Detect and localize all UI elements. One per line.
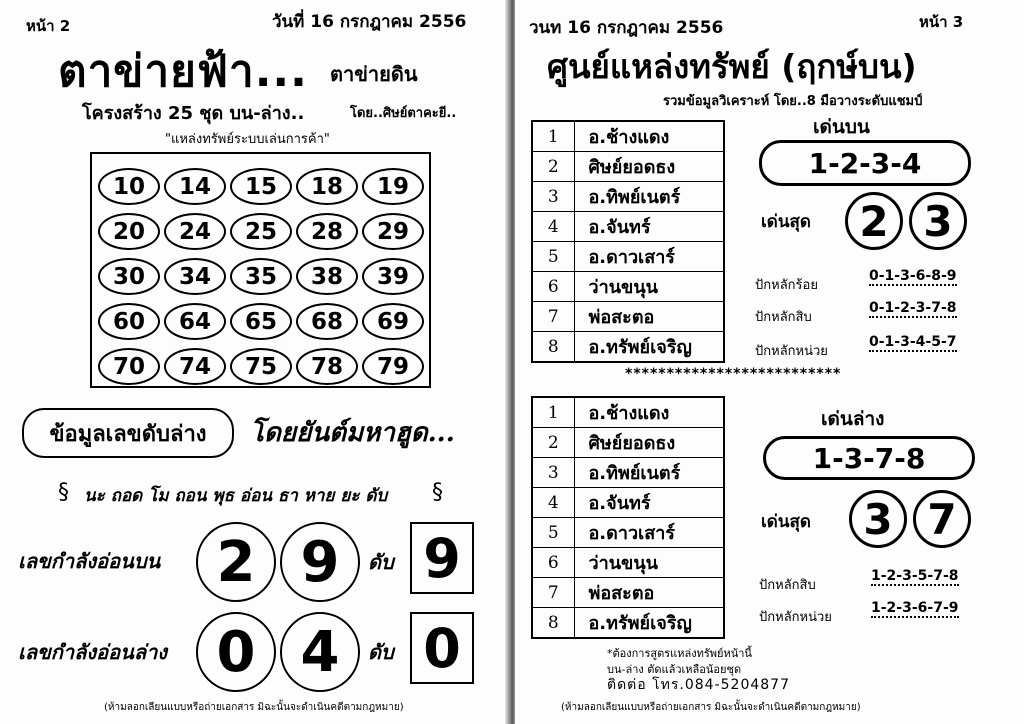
number-cell: 18 [296, 168, 358, 205]
lower-digit-2: 4 [280, 612, 360, 692]
row-number: 8 [532, 608, 574, 639]
table-row [532, 397, 724, 428]
subtitle: โครงสร้าง 25 ชุด บน-ล่าง.. [82, 103, 305, 124]
expert-name: พ่อสะตอ [574, 302, 724, 332]
number-cell: 20 [98, 213, 160, 250]
row-number: 2 [532, 152, 574, 182]
number-cell: 70 [98, 348, 160, 385]
row-number: 4 [532, 488, 574, 518]
number-cell: 35 [230, 258, 292, 295]
upper-digit-1: 2 [196, 522, 276, 602]
number-cell: 60 [98, 303, 160, 340]
table-row [532, 488, 724, 518]
upper-heading: เด่นบน [813, 116, 870, 138]
expert-table-top [531, 120, 725, 363]
upper-sequence: 1-2-3-4 [759, 140, 971, 186]
table-row [532, 212, 724, 242]
upper-best-2: 3 [909, 192, 967, 250]
upper-row-2-label: ปักหลักสิบ [755, 310, 812, 325]
lower-dab-box: 0 [410, 612, 474, 684]
row-number: 5 [532, 518, 574, 548]
page-title: ตาข่ายฟ้า... [58, 46, 308, 97]
row-number: 3 [532, 182, 574, 212]
lower-row-1-label: ปักหลักสิบ [759, 578, 816, 593]
lower-best-1: 3 [849, 490, 907, 548]
upper-best-label: เด่นสุด [761, 212, 811, 232]
page-title: ศูนย์แหล่งทรัพย์ (ฤกษ์บน) [547, 47, 917, 86]
left-footer: (ห้ามลอกเลียนแบบหรือถ่ายเอกสาร มิฉะนั้นจะดำเนินคดีตามกฎหมาย) [104, 702, 404, 713]
expert-name: อ.จันทร์ [574, 488, 724, 518]
table-row [532, 121, 724, 152]
number-cell: 34 [164, 258, 226, 295]
expert-name: อ.ช้างแดง [574, 121, 724, 152]
row-number: 8 [532, 332, 574, 363]
table-row [532, 428, 724, 458]
lower-row-2-label: ปักหลักหน่วย [759, 610, 832, 625]
row-number: 3 [532, 458, 574, 488]
expert-name: อ.ดาวเสาร์ [574, 518, 724, 548]
table-row [532, 332, 724, 363]
upper-digit-2: 9 [280, 522, 360, 602]
right-footer: (ห้ามลอกเลียนแบบหรือถ่ายเอกสาร มิฉะนั้นจะดำเนินคดีตามกฎหมาย) [561, 702, 861, 713]
number-cell: 64 [164, 303, 226, 340]
lower-row-1-value: 1-2-3-5-7-8 [871, 568, 959, 584]
table-row [532, 182, 724, 212]
expert-name: อ.จันทร์ [574, 212, 724, 242]
row-number: 5 [532, 242, 574, 272]
expert-name: ว่านขนุน [574, 272, 724, 302]
swirl-left-icon: § [58, 480, 69, 505]
upper-best-1: 2 [845, 192, 903, 250]
lower-digit-1: 0 [196, 612, 276, 692]
upper-row-1-value: 0-1-3-6-8-9 [869, 268, 957, 284]
expert-name: พ่อสะตอ [574, 578, 724, 608]
info-pill: ข้อมูลเลขดับล่าง [22, 408, 234, 458]
lower-row-2-value: 1-2-3-6-7-9 [871, 600, 959, 616]
day-line: นะ ถอด โม ถอน พุธ อ่อน ธา หาย ยะ ดับ [84, 486, 388, 506]
number-cell: 78 [296, 348, 358, 385]
number-cell: 14 [164, 168, 226, 205]
row-number: 1 [532, 121, 574, 152]
table-row [532, 608, 724, 639]
number-cell: 69 [362, 303, 424, 340]
number-cell: 75 [230, 348, 292, 385]
notice-2: บน-ล่าง ตัดแล้วเหลือน้อยชุด [607, 663, 742, 676]
table-row [532, 458, 724, 488]
upper-row-3-label: ปักหลักหน่วย [755, 344, 828, 359]
swirl-right-icon: § [432, 480, 443, 505]
upper-row-1-label: ปักหลักร้อย [755, 278, 818, 293]
row-number: 1 [532, 397, 574, 428]
row-number: 6 [532, 272, 574, 302]
upper-row-2-value: 0-1-2-3-7-8 [869, 300, 957, 316]
number-cell: 65 [230, 303, 292, 340]
number-cell: 74 [164, 348, 226, 385]
number-cell: 15 [230, 168, 292, 205]
lower-label: เลขกำลังอ่อนล่าง [18, 640, 168, 664]
number-cell: 19 [362, 168, 424, 205]
number-cell: 30 [98, 258, 160, 295]
expert-name: อ.ทรัพย์เจริญ [574, 332, 724, 363]
expert-name: ศิษย์ยอดธง [574, 428, 724, 458]
number-grid [90, 152, 431, 388]
separator: ************************** [625, 366, 842, 382]
expert-name: ศิษย์ยอดธง [574, 152, 724, 182]
upper-dab-label: ดับ [368, 550, 394, 574]
number-cell: 29 [362, 213, 424, 250]
number-cell: 28 [296, 213, 358, 250]
expert-name: อ.ดาวเสาร์ [574, 242, 724, 272]
lower-heading: เด่นล่าง [821, 408, 885, 430]
row-number: 7 [532, 578, 574, 608]
number-cell: 39 [362, 258, 424, 295]
upper-label: เลขกำลังอ่อนบน [18, 549, 161, 573]
number-cell: 25 [230, 213, 292, 250]
issue-date: วนท 16 กรกฎาคม 2556 [529, 18, 724, 38]
page-number: หน้า 2 [26, 17, 71, 35]
title-suffix: ตาข่ายดิน [330, 62, 418, 86]
lower-best-label: เด่นสุด [761, 512, 811, 532]
byline: รวมข้อมูลวิเคราะห์ โดย..8 มือวางระดับแชมป์ [663, 94, 923, 109]
table-row [532, 242, 724, 272]
issue-date: วันที่ 16 กรกฎาคม 2556 [272, 12, 467, 32]
number-cell: 24 [164, 213, 226, 250]
row-number: 2 [532, 428, 574, 458]
lower-sequence: 1-3-7-8 [763, 436, 975, 480]
expert-table-bottom [531, 396, 725, 639]
row-number: 6 [532, 548, 574, 578]
table-row [532, 302, 724, 332]
expert-name: อ.ทิพย์เนตร์ [574, 458, 724, 488]
upper-dab-box: 9 [410, 522, 474, 594]
notice-1: *ต้องการสูตรแหล่งทรัพย์หน้านี้ [607, 647, 752, 660]
table-row [532, 548, 724, 578]
expert-name: อ.ทิพย์เนตร์ [574, 182, 724, 212]
expert-name: อ.ช้างแดง [574, 397, 724, 428]
lower-best-2: 7 [913, 490, 971, 548]
number-cell: 68 [296, 303, 358, 340]
tagline: "แหล่งทรัพย์ระบบเล่นการค้า" [165, 132, 330, 147]
byline: โดย..ศิษย์ตาคะยี.. [350, 106, 457, 121]
row-number: 4 [532, 212, 574, 242]
row-number: 7 [532, 302, 574, 332]
page-number: หน้า 3 [919, 13, 964, 31]
table-row [532, 272, 724, 302]
table-row [532, 578, 724, 608]
number-cell: 10 [98, 168, 160, 205]
expert-name: อ.ทรัพย์เจริญ [574, 608, 724, 639]
number-cell: 38 [296, 258, 358, 295]
right-page [515, 0, 1024, 724]
info-script: โดยยันต์มหาฮูด... [250, 418, 455, 448]
left-page [0, 0, 508, 724]
table-row [532, 152, 724, 182]
table-row [532, 518, 724, 548]
contact-phone: ติดต่อ โทร.084-5204877 [607, 677, 790, 693]
expert-name: ว่านขนุน [574, 548, 724, 578]
upper-row-3-value: 0-1-3-4-5-7 [869, 334, 957, 350]
lower-dab-label: ดับ [368, 640, 394, 664]
number-cell: 79 [362, 348, 424, 385]
